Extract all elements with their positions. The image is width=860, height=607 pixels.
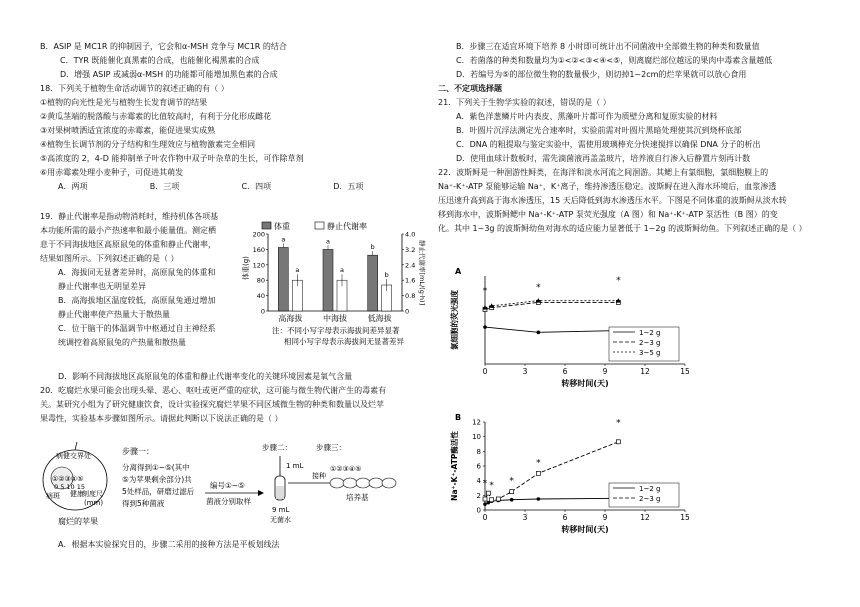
x-tick-label: 9 [602, 513, 608, 522]
data-point [486, 491, 490, 495]
q18-option-c: C．四项 [241, 182, 272, 191]
q19-option-a: A．海拔同无显著差异时，高原鼠兔的体重和 [58, 268, 216, 277]
q18-item-4: ④植物生长调节剂的分子结构和生理效应与植物激素完全相同 [40, 140, 256, 149]
sig-letter-weight: a [326, 237, 330, 246]
right-tick-label: 1.6 [405, 276, 416, 285]
petri-dish-1 [330, 478, 344, 488]
data-point [536, 471, 540, 475]
chart-b [445, 410, 695, 550]
q20-stem-2: 关。某研究小组为了研究健康饮食，设计实验探究腐烂苹果不同区域微生物的种类和数量以及烂苹 [40, 400, 384, 409]
category-label: 中海拔 [323, 314, 347, 323]
data-point [483, 497, 487, 501]
significance-marker: * [536, 458, 541, 469]
petri-dish-5 [382, 478, 396, 488]
q19-line: 本功能所需的最小产热速率和最小能量值。测定栖 [40, 226, 216, 235]
significance-marker: * [616, 276, 621, 287]
sig-letter-rate: a [340, 266, 344, 275]
inoculate-label: 接种 [312, 472, 326, 480]
y-tick-label: 4 [476, 477, 481, 486]
data-point [537, 497, 541, 501]
tube-water [276, 486, 284, 499]
apple-label-healthy: 健康 [70, 490, 84, 498]
q19-line: 息于不同海拔地区高原鼠兔的体重和静止代谢率， [40, 240, 216, 249]
legend-label-rate: 静止代谢率 [327, 222, 367, 231]
q20-option-a-block [40, 538, 430, 552]
petri-dish-3 [356, 478, 370, 488]
left-tick-label: 80 [256, 276, 265, 285]
data-point [490, 498, 494, 502]
x-tick-label: 6 [562, 513, 568, 522]
x-axis-label: 转移时间(天) [561, 379, 609, 388]
y-axis-right-label: 静止代谢率[mL/(g·h)] [418, 240, 426, 306]
q17-option-b: B．ASIP 是 MC1R 的抑制因子，它会和α-MSH 竞争与 MC1R 的结合 [40, 42, 287, 51]
x-axis-label: 转移时间(天) [561, 525, 609, 534]
y-axis-label: Na⁺-K⁺-ATP酶活性 [450, 431, 459, 501]
y-tick-label: 6 [476, 462, 481, 471]
left-tick-label: 120 [252, 261, 265, 270]
q18-item-3: ③对果树喷洒适宜浓度的赤霉素，能促进果实成熟 [40, 126, 216, 135]
significance-marker: * [536, 283, 541, 294]
x-tick-label: 0 [482, 513, 488, 522]
right-tick-label: 4.0 [405, 230, 416, 239]
data-point [616, 440, 620, 444]
step1-line: 5处样品，研磨过滤后 [122, 487, 195, 496]
q21-stem: 21．下列关于生物学实验的叙述，错误的是（ ） [438, 98, 611, 107]
left-tick-label: 160 [252, 245, 265, 254]
legend-label: 2~3 g [639, 495, 661, 503]
q21-option-d: D．使用血球计数板时，需先滴菌液再盖盖玻片，培养液自行渗入后静置片刻再计数 [456, 154, 751, 163]
arrow-text-1: 编号①~⑤ [210, 481, 245, 490]
right-tick-label: 0 [405, 307, 410, 316]
apple-unit: (mm) [84, 499, 104, 507]
series-line [485, 327, 618, 332]
apple-stem-icon [75, 442, 77, 450]
category-label: 低海拔 [367, 314, 392, 323]
q22-stem-3: 压迅速升高到高于海水渗透压，15 天后降低到海水渗透压水平。下图是不同体重的波斯鲟从淡水转 [438, 196, 787, 205]
petri-dish-2 [343, 478, 357, 488]
tube-label-1: 9 mL [272, 506, 290, 514]
q19-option-b-cont: 静止代谢率使产热量大于散热量 [58, 310, 170, 319]
sig-letter-weight: a [281, 235, 286, 244]
apple-ruler: 刻度尺 [82, 490, 103, 498]
q19-option-c-cont: 统调控着高原鼠兔的产热量和散热量 [58, 338, 186, 347]
step1-title: 步骤一： [122, 447, 154, 456]
left-tick-label: 200 [252, 230, 265, 239]
right-column [438, 40, 838, 236]
q22-stem-5: 化。其中 1~3g 的波斯鲟幼鱼对海水的适应能力显著低于 1~2g 的波斯鲟幼鱼。下列叙述正确的是（ ） [438, 224, 807, 233]
left-tick-label: 0 [260, 307, 265, 316]
data-point [537, 331, 541, 335]
petri-dishes [330, 478, 396, 488]
left-column [40, 40, 425, 194]
x-tick-label: 6 [562, 367, 568, 376]
step1-line: ⑤为苹果剩余部分)共 [122, 475, 192, 484]
x-tick-label: 3 [522, 367, 528, 376]
q21-option-c: C．DNA 的粗提取与鉴定实验中，需使用玻璃棒充分快速搅拌以确保 DNA 分子的析出 [456, 140, 761, 149]
step2-title: 步骤二： [262, 443, 292, 452]
q18-option-a: A．两项 [58, 182, 88, 191]
q17-option-c: C．TYR 既能催化真黑素的合成，也能催化褐黑素的合成 [60, 56, 260, 65]
q20-stem-3: 果毒性，实验基本步骤如图所示。请据此判断以下说法正确的是（ ） [40, 414, 283, 423]
panel-label: A [455, 267, 462, 276]
q19-bar-chart [240, 218, 425, 358]
q22-stem-2: Na⁺-K⁺-ATP 泵能够运输 Na⁺，K⁺离子，维持渗透压稳定。波斯鲟在进入海水环境后，血浆渗透 [438, 182, 777, 191]
legend-label: 1~2 g [639, 329, 661, 337]
arrow-head-icon [258, 490, 264, 496]
legend-swatch-rate [315, 222, 324, 229]
q22-stem-1: 22．波斯鲟是一种洄游性鲟类，在海洋和淡水河流之间洄游。其鳃上有氯细胞，氯细胞膜上的 [438, 168, 769, 177]
q19-line: 19．静止代谢率是指动物消耗时，维持机体各项基 [40, 212, 219, 221]
significance-marker: * [509, 476, 514, 487]
section-heading: 二、不定项选择题 [438, 84, 502, 93]
step1-line: 分离得到①~⑤(其中 [122, 463, 190, 472]
data-point [496, 497, 500, 501]
y-axis-left-label: 体重(g) [242, 256, 250, 280]
q20-option-d: D．若编号为⑤的部位微生物的数量极少，则切掉1~2cm的烂苹果就可以放心食用 [456, 70, 747, 79]
q19-text [40, 210, 240, 350]
q18-item-2: ②黄瓜茎端的脱落酸与赤霉素的比值较高时，有利于分化形成雌花 [40, 112, 272, 121]
significance-marker: * [482, 478, 488, 489]
q19-d-and-q20 [40, 370, 430, 426]
panel-label: B [455, 413, 462, 422]
left-tick-label: 40 [256, 292, 265, 301]
x-tick-label: 12 [640, 513, 650, 522]
significance-marker: * [482, 286, 488, 297]
bar-weight [278, 247, 288, 311]
q20-option-c: C．若菌落的种类和数量均为①<②<③<④<⑤，则离腐烂部位越远的果肉中毒素含量越低 [456, 56, 773, 65]
legend-swatch-weight [262, 222, 271, 229]
x-tick-label: 9 [602, 367, 608, 376]
chart-a [445, 264, 695, 404]
q19-option-d: D．影响不同海拔地区高原鼠兔的体重和静止代谢率变化的关键环境因素是氧气含量 [58, 372, 353, 381]
apple-label-lesion: 病斑 [46, 492, 60, 500]
chart19-note-2: 相同小写字母表示海拔间无显著差异 [284, 337, 404, 346]
q21-option-a: A．紫色洋葱鳞片叶内表皮、黑藻叶片都可作为质壁分离和复原实验的材料 [456, 112, 718, 121]
right-tick-label: 0.8 [405, 292, 416, 301]
tube-volume: 1 mL [286, 462, 304, 470]
step3-title: 步骤三： [316, 443, 346, 452]
data-point [510, 498, 514, 502]
tube-label-2: 无菌水 [270, 516, 291, 524]
q18-item-5: ⑤高浓度的 2，4-D 能抑制单子叶农作物中双子叶杂草的生长，可作除草剂 [40, 154, 304, 163]
x-tick-label: 12 [640, 367, 650, 376]
right-tick-label: 2.4 [405, 261, 416, 270]
legend-label: 1~2 g [639, 485, 661, 493]
x-tick-label: 0 [482, 367, 488, 376]
x-tick-label: 3 [522, 513, 528, 522]
q18-option-d: D．五项 [333, 182, 364, 191]
x-tick-label: 15 [680, 367, 690, 376]
legend-label: 3~5 g [639, 349, 661, 357]
q17-option-d: D．增强 ASIP 或减弱α-MSH 的功能都可能增加黑色素的合成 [60, 70, 278, 79]
plate-numbers: ①②③④⑤ [330, 465, 362, 473]
y-tick-label: 12 [472, 418, 481, 427]
apple-scale: 0 5 10 15 [54, 483, 86, 491]
sig-letter-rate: b [384, 271, 389, 280]
q20-option-a: A．根据本实验探究目的，步骤二采用的接种方法是平板划线法 [58, 540, 280, 549]
x-tick-label: 15 [680, 513, 690, 522]
q18-stem: 18．下列关于植物生命活动调节的叙述正确的有（ ） [40, 84, 229, 93]
q18-item-1: ①植物的向光性是光与植物生长发育调节的结果 [40, 98, 208, 107]
data-point [510, 490, 514, 494]
series-line [485, 302, 618, 309]
apple-caption: 腐烂的苹果 [58, 517, 98, 526]
series-line [485, 498, 618, 504]
significance-marker: * [616, 418, 621, 429]
bar-weight [323, 249, 333, 311]
petri-dish-4 [369, 478, 383, 488]
q18-item-6: ⑥用赤霉素处理小麦种子，可促进其萌发 [40, 168, 184, 177]
data-point [483, 502, 487, 506]
q19-option-a-cont: 静止代谢率也无明显差异 [58, 282, 146, 291]
q22-stem-4: 移到海水中，波斯鲟鳃中 Na⁺-K⁺-ATP 泵荧光强度（A 图）和 Na⁺-K⁺-ATP 泵活性（B 图）的变 [438, 210, 778, 219]
apple-top-label: 病健交界处 [56, 452, 91, 460]
category-label: 高海拔 [278, 314, 303, 323]
q21-option-b: B．叶圆片沉浮法测定光合速率时，实验前需对叶圆片黑暗处理使其沉到烧杯底部 [456, 126, 742, 135]
chart19-note-1: 注：不同小写字母表示海拔间差异显著 [272, 326, 400, 335]
q20-option-b: B．步骤三在适宜环境下培养 8 小时即可统计出不同菌液中全部微生物的种类和数量值 [456, 42, 760, 51]
legend-label-weight: 体重 [274, 222, 290, 231]
arrow-text-2: 菌液分别取样 [206, 497, 251, 506]
right-tick-label: 3.2 [405, 245, 416, 254]
y-tick-label: 0 [476, 506, 481, 515]
q20-diagram [40, 438, 435, 530]
significance-marker: * [489, 481, 494, 491]
q19-line: 结果如图所示。下列叙述正确的是（ ） [40, 254, 179, 263]
y-tick-label: 8 [476, 447, 481, 456]
q19-option-b: B．高海拔地区温度较低，高原鼠兔通过增加 [58, 296, 216, 305]
legend-label: 2~3 g [639, 339, 661, 347]
medium-label: 培养基 [346, 493, 369, 502]
q18-option-b: B．三项 [149, 182, 180, 191]
sig-letter-rate: a [295, 266, 300, 275]
q20-stem-1: 20．吃腐烂水果可能会出现头晕、恶心、呕吐或更严重的症状，这可能与微生物代谢产生的毒素有 [40, 386, 387, 395]
y-tick-label: 10 [472, 433, 481, 442]
q19-option-c: C．位于脑干的体温调节中枢通过自主神经系 [58, 324, 216, 333]
sig-letter-weight: b [370, 243, 375, 252]
q18-options [40, 180, 425, 194]
step1-line: 得到5种菌液 [122, 499, 165, 508]
apple-sample-markers: ①②③④⑤ [52, 475, 84, 483]
series-line [482, 442, 618, 500]
y-tick-label: 2 [476, 491, 481, 500]
bar-weight [368, 255, 378, 311]
data-point [483, 325, 487, 329]
y-axis-label: 氯细胞的荧光强度 [450, 290, 459, 350]
